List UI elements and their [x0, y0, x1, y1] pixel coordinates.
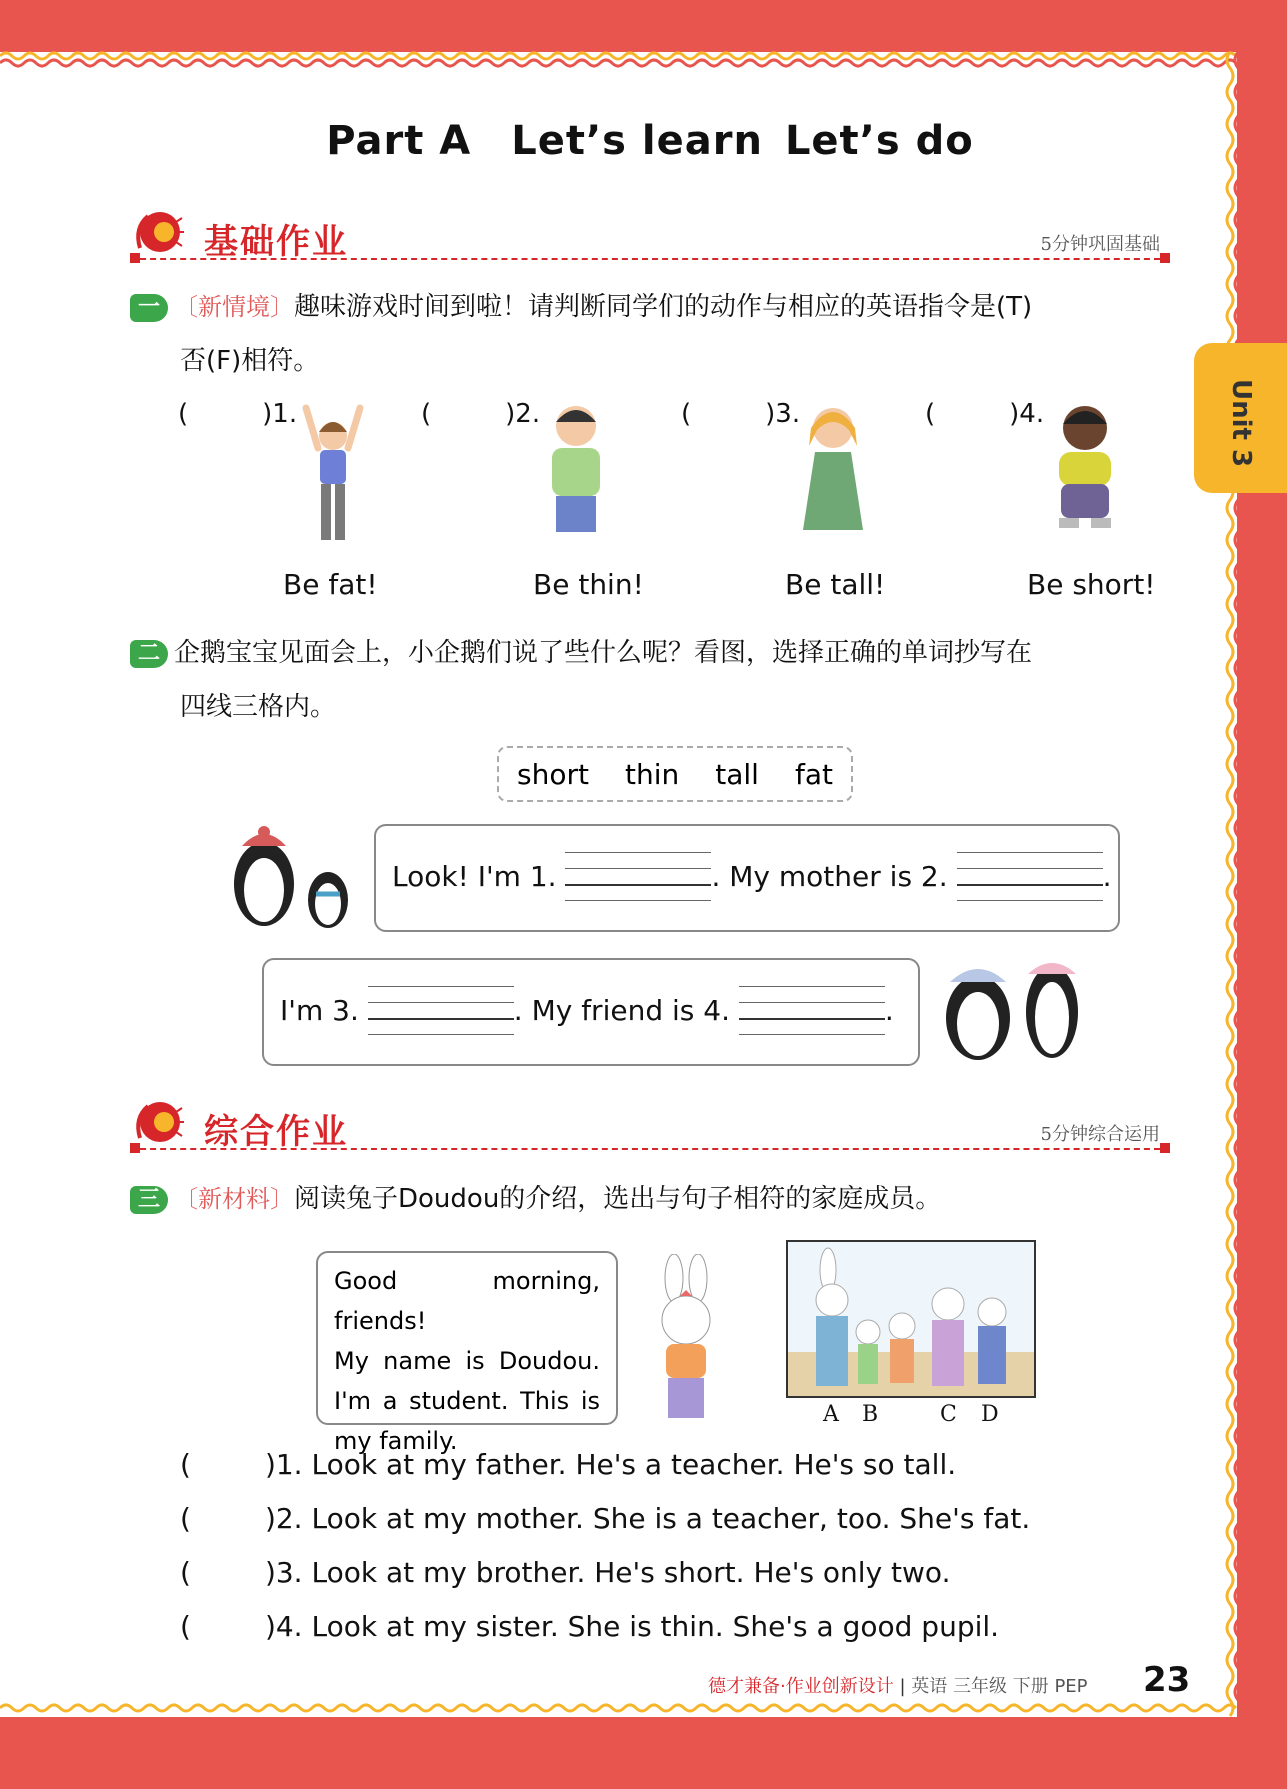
- page-title: [0, 118, 1287, 164]
- speech-line: my family.: [334, 1427, 458, 1455]
- sentence-part: . My mother is 2.: [711, 860, 948, 893]
- rabbit-family-photo: [786, 1240, 1036, 1398]
- footer-info: 英语 三年级 下册 PEP: [911, 1676, 1088, 1697]
- photo-label-c: C: [940, 1402, 957, 1427]
- speech-bubble-1: [374, 824, 1120, 932]
- speech-line: Good morning, friends!: [334, 1267, 600, 1335]
- item-number: )1.: [262, 399, 298, 429]
- title-part: Part A: [326, 118, 472, 164]
- section-comprehensive-header: [130, 1098, 1170, 1152]
- bubble-1-sentence: [392, 846, 1111, 910]
- word-bank-word: short: [517, 757, 589, 791]
- answer-slot-1[interactable]: ( )1.: [178, 399, 298, 429]
- section-basic-note: 5分钟巩固基础: [1040, 234, 1160, 255]
- question-2-prompt: [130, 626, 1180, 734]
- question-text: 企鹅宝宝见面会上，小企鹅们说了些什么呢？看图，选择正确的单词抄写在: [174, 638, 1033, 668]
- caption-be-thin: Be thin!: [533, 568, 644, 601]
- question-tag: 〔新材料〕: [174, 1185, 294, 1213]
- penguin-pair-illustration: [228, 824, 356, 930]
- question-text-cont: 四线三格内。: [180, 692, 337, 722]
- divider-dot: [130, 1143, 140, 1153]
- title-learn: Let’s learn: [511, 118, 763, 164]
- word-bank-word: fat: [794, 757, 833, 791]
- word-bank: [497, 746, 853, 802]
- item-text: )2. Look at my mother. She is a teacher, too. She's fat.: [264, 1502, 1031, 1535]
- item-text: )3. Look at my brother. He's short. He's only two.: [264, 1556, 951, 1589]
- answer-slot-4[interactable]: ( )4.: [925, 399, 1045, 429]
- answer-slot-3[interactable]: ( )3.: [681, 399, 801, 429]
- sentence-part: I'm 3.: [280, 994, 359, 1027]
- divider-dot: [130, 253, 140, 263]
- sentence-part: .: [884, 994, 894, 1027]
- q3-item-2[interactable]: ( )2. Look at my mother. She is a teacher, too. She's fat.: [180, 1502, 1031, 1535]
- title-do: Let’s do: [784, 118, 974, 164]
- unit-tab-label: Unit 3: [1226, 379, 1256, 468]
- question-number-badge: 三: [130, 1186, 168, 1214]
- question-number-badge: 一: [130, 294, 168, 322]
- page-number: 23: [1143, 1660, 1191, 1700]
- unit-side-tab: [1194, 343, 1287, 493]
- kid-crouching-illustration: [1047, 400, 1121, 532]
- right-wave-border: [1222, 52, 1246, 1717]
- doudou-speech-bubble: [316, 1251, 618, 1455]
- caption-be-fat: Be fat!: [283, 568, 378, 601]
- penguin-friends-illustration: [938, 952, 1088, 1064]
- speech-bubble-2: [262, 958, 920, 1066]
- question-tag: 〔新情境〕: [174, 293, 294, 321]
- four-line-blank-1[interactable]: [565, 846, 711, 910]
- rabbit-doudou-illustration: [640, 1254, 736, 1430]
- section-divider: [130, 1148, 1170, 1150]
- footer-separator: |: [899, 1676, 906, 1697]
- word-bank-word: thin: [624, 757, 680, 791]
- sentence-part: .: [1102, 860, 1112, 893]
- q3-item-1[interactable]: ( )1. Look at my father. He's a teacher. He's so tall.: [180, 1448, 957, 1481]
- item-number: )4.: [1009, 399, 1045, 429]
- item-number: )3.: [765, 399, 801, 429]
- four-line-blank-2[interactable]: [957, 846, 1103, 910]
- answer-slot-2[interactable]: ( )2.: [421, 399, 541, 429]
- word-bank-word: tall: [715, 757, 759, 791]
- boy-hands-on-hips-illustration: [534, 400, 618, 538]
- four-line-blank-3[interactable]: [368, 980, 514, 1044]
- speech-line: My name is Doudou.: [334, 1347, 600, 1375]
- photo-label-b: B: [862, 1402, 879, 1427]
- sentence-part: . My friend is 4.: [513, 994, 730, 1027]
- four-line-blank-4[interactable]: [739, 980, 885, 1044]
- page-footer: [708, 1672, 1088, 1698]
- rabbit-family-illustration: [788, 1242, 1034, 1396]
- speech-line: I'm a student. This is: [334, 1387, 600, 1415]
- divider-dot: [1160, 253, 1170, 263]
- question-text: 趣味游戏时间到啦！请判断同学们的动作与相应的英语指令是(T): [294, 292, 1033, 322]
- bottom-wave-border: [0, 1700, 1246, 1722]
- footer-brand: 德才兼备·作业创新设计: [708, 1676, 894, 1697]
- section-basic-header: [130, 208, 1170, 262]
- flower-badge-icon: [130, 208, 184, 258]
- photo-label-a: A: [823, 1402, 839, 1427]
- section-comprehensive-title: 综合作业: [204, 1112, 348, 1152]
- item-text: )4. Look at my sister. She is thin. She's a good pupil.: [264, 1610, 1000, 1643]
- girl-dress-illustration: [795, 400, 871, 536]
- sentence-part: Look! I'm 1.: [392, 860, 557, 893]
- q3-item-3[interactable]: ( )3. Look at my brother. He's short. He's only two.: [180, 1556, 951, 1589]
- question-text: 阅读兔子Doudou的介绍，选出与句子相符的家庭成员。: [294, 1184, 942, 1214]
- question-3-prompt: [130, 1172, 1180, 1226]
- photo-label-d: D: [981, 1402, 999, 1427]
- top-wave-border: [0, 48, 1246, 70]
- q3-item-4[interactable]: ( )4. Look at my sister. She is thin. She's a good pupil.: [180, 1610, 1000, 1643]
- question-text-cont: 否(F)相符。: [180, 346, 320, 376]
- item-number: )2.: [505, 399, 541, 429]
- divider-dot: [1160, 1143, 1170, 1153]
- item-text: )1. Look at my father. He's a teacher. He's so tall.: [264, 1448, 957, 1481]
- section-basic-title: 基础作业: [204, 222, 348, 262]
- caption-be-short: Be short!: [1027, 568, 1156, 601]
- question-number-badge: 二: [130, 640, 168, 668]
- bubble-2-sentence: [280, 980, 894, 1044]
- flower-badge-icon: [130, 1098, 184, 1148]
- caption-be-tall: Be tall!: [785, 568, 886, 601]
- section-divider: [130, 258, 1170, 260]
- question-1-prompt: [130, 280, 1180, 388]
- boy-arms-up-illustration: [296, 398, 370, 550]
- section-comprehensive-note: 5分钟综合运用: [1040, 1124, 1160, 1145]
